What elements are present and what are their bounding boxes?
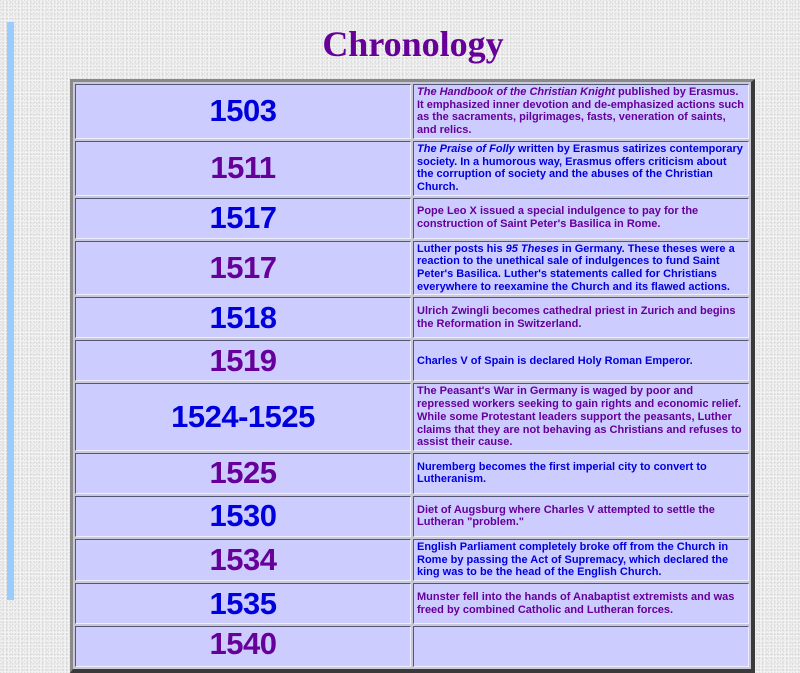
event-year: 1517 — [75, 198, 411, 239]
chronology-row — [75, 583, 749, 624]
event-description-title: The Praise of Folly — [417, 142, 515, 155]
page-title: Chronology — [322, 24, 504, 64]
event-description — [413, 241, 749, 296]
event-description — [413, 496, 749, 537]
chronology-table-body — [75, 84, 749, 667]
event-description-text: Ulrich Zwingli becomes cathedral priest in Zurich and begins the Reformation in Switzerland. — [417, 305, 736, 330]
event-description — [413, 539, 749, 581]
event-year: 1524-1525 — [75, 383, 411, 451]
event-year: 1511 — [75, 141, 411, 196]
chronology-row — [75, 626, 749, 667]
event-description-text: The Peasant's War in Germany is waged by poor and repressed workers seeking to gain rights and economic relief. While some Protestant leaders support the peasants, Luther claims that they are not behaving as Christians and refuses to assist their cause. — [417, 385, 742, 449]
event-year: 1519 — [75, 340, 411, 381]
event-description-title: The Handbook of the Christian Knight — [417, 86, 615, 98]
chronology-row — [75, 198, 749, 239]
chronology-row — [75, 84, 749, 139]
event-description — [413, 583, 749, 624]
event-description — [413, 383, 749, 451]
event-description — [413, 626, 749, 667]
event-year: 1503 — [75, 84, 411, 139]
chronology-row — [75, 141, 749, 196]
event-description — [413, 198, 749, 239]
event-description-text: Luther posts his — [417, 242, 506, 255]
event-description-text: Charles V of Spain is declared Holy Roman Emperor. — [417, 354, 693, 367]
event-description — [413, 297, 749, 338]
event-year: 1535 — [75, 583, 411, 624]
chronology-table — [73, 82, 751, 669]
chronology-row — [75, 383, 749, 451]
event-description-text: Pope Leo X issued a special indulgence to pay for the construction of Saint Peter's Basilica in Rome. — [417, 205, 699, 231]
chronology-row — [75, 297, 749, 338]
chronology-row — [75, 241, 749, 296]
event-description-text: Diet of Augsburg where Charles V attempted to settle the Lutheran "problem." — [417, 503, 715, 529]
chronology-row — [75, 340, 749, 381]
event-year: 1540 — [75, 626, 411, 667]
event-year: 1525 — [75, 453, 411, 494]
event-description-text: in Germany. These theses were a reaction to the unethical sale of indulgences to fund Saint Peter's Basilica. Luther's statements called for Christians everywhere to reexamine the Church and its flawed actions. — [417, 242, 735, 293]
event-description-text: English Parliament completely broke off from the Church in Rome by passing the Act of Supremacy, which declared the king was to be the head of the English Church. — [417, 540, 729, 579]
event-description-text: Nuremberg becomes the first imperial city to convert to Lutheranism. — [417, 460, 707, 486]
chronology-table-frame — [70, 79, 755, 673]
event-description — [413, 453, 749, 494]
event-description — [413, 84, 749, 139]
event-description-title: 95 Theses — [505, 242, 559, 255]
event-year: 1530 — [75, 496, 411, 537]
left-decorative-stripe — [7, 22, 14, 600]
chronology-row — [75, 453, 749, 494]
event-description-text: Munster fell into the hands of Anabaptist extremists and was freed by combined Catholic and Lutheran forces. — [417, 590, 735, 616]
event-year: 1534 — [75, 539, 411, 581]
event-year: 1518 — [75, 297, 411, 338]
chronology-row — [75, 496, 749, 537]
event-description — [413, 141, 749, 196]
event-description — [413, 340, 749, 381]
event-year: 1517 — [75, 241, 411, 296]
event-description-text: published by Erasmus. It emphasized inner devotion and de-emphasized actions such as the sacraments, pilgrimages, fasts, veneration of saints, and relics. — [417, 86, 745, 137]
chronology-row — [75, 539, 749, 581]
event-description-text: written by Erasmus satirizes contemporary society. In a humorous way, Erasmus offers criticism about the corruption of society and the abuses of the Christian Church. — [417, 142, 743, 193]
